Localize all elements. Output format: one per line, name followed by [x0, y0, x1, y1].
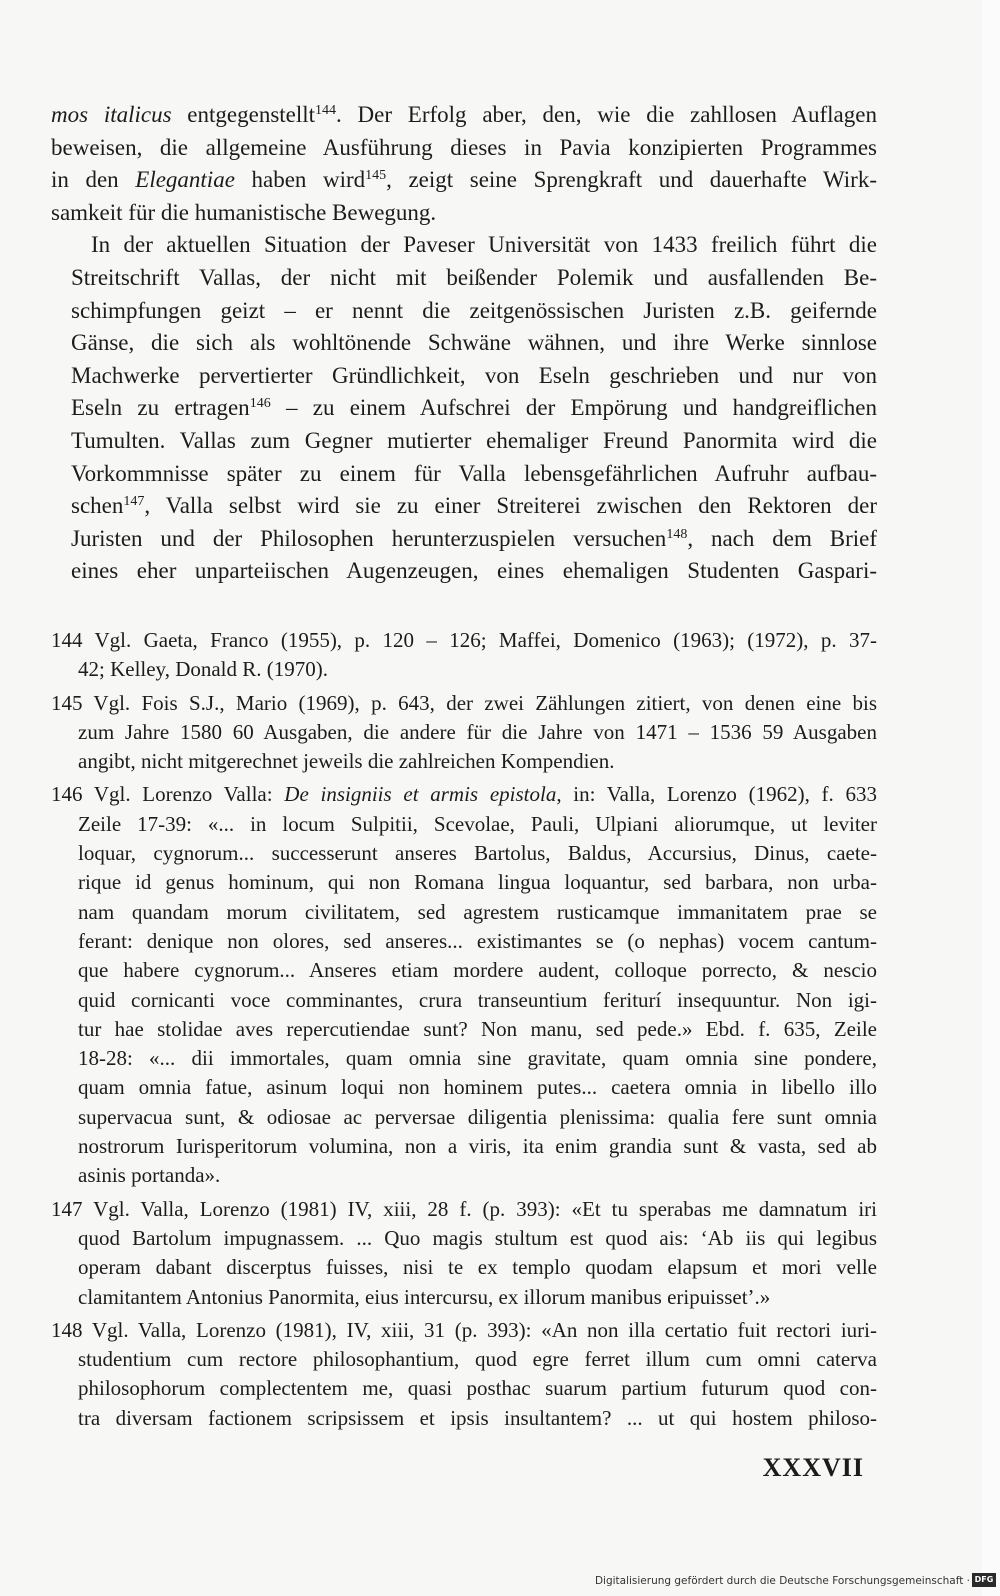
main-text — [51, 99, 877, 588]
footnote-line: loquar, cygnorum... successerunt anseres Bartolus, Baldus, Accursius, Dinus, caete- — [78, 841, 877, 866]
text-line: samkeit für die humanistische Bewegung. — [51, 199, 437, 225]
footnote-line: philosophorum complectentem me, quasi posthac suarum partium futurum quod con- — [78, 1376, 877, 1401]
footnote-line: tur hae stolidae aves repercutiendae sunt? Non manu, sed pede.» Ebd. f. 635, Zeile — [78, 1016, 877, 1041]
footnote-148 — [51, 1316, 877, 1433]
footnote-line: 42; Kelley, Donald R. (1970). — [78, 657, 329, 682]
footnote-line: nostrorum Iurisperitorum volumina, non a viris, ita enim grandia sunt & vasta, sed ab — [78, 1134, 877, 1159]
footnote-line: 148 Vgl. Valla, Lorenzo (1981), IV, xiii, 31 (p. 393): «An non illa certatio fuit rectori iuri- — [51, 1317, 877, 1342]
footnote-line: 144 Vgl. Gaeta, Franco (1955), p. 120 – 126; Maffei, Domenico (1963); (1972), p. 37- — [51, 628, 877, 652]
footnote-line: zum Jahre 1580 60 Ausgaben, die andere für die Jahre von 1471 – 1536 59 Ausgaben — [78, 719, 877, 744]
text-line: beweisen, die allgemeine Ausführung dieses in Pavia konzipierten Programmes — [51, 134, 877, 160]
text-line: Gänse, die sich als wohltönende Schwäne wähnen, und ihre Werke sinnlose — [71, 330, 877, 356]
footnote-line: supervacua sunt, & odiosae ac perversae diligentia plenissima: qualia fere sunt omnia — [78, 1104, 877, 1129]
footnote-line: ferant: denique non olores, sed anseres... existimantes se (o nephas) vocem cantum- — [78, 928, 877, 953]
footnote-145 — [51, 689, 877, 777]
footnote-line: quid cornicanti voce comminantes, crura transeuntium feriturí insequuntur. Non igi- — [78, 987, 877, 1012]
footnote-line: tra diversam factionem scripsissem et ipsis insultantem? ... ut qui hostem philoso- — [78, 1405, 877, 1430]
text-line: In der aktuellen Situation der Paveser Universität von 1433 freilich führt die — [91, 232, 877, 258]
footnotes — [51, 626, 877, 1437]
paragraph-2 — [51, 229, 877, 588]
footnote-line: 147 Vgl. Valla, Lorenzo (1981) IV, xiii, 28 f. (p. 393): «Et tu sperabas me damnatum iri — [51, 1196, 877, 1221]
text-line: Vorkommnisse später zu einem für Valla lebensgefährlichen Aufruhr aufbau- — [71, 460, 877, 486]
text-line: schen$^{147}$, Valla selbst wird sie zu einer Streiterei zwischen den Rektoren der — [71, 493, 877, 519]
footnote-line: asinis portanda». — [78, 1163, 221, 1188]
footnote-line: clamitantem Antonius Panormita, eius intercursu, ex illorum manibus eripuisset’.» — [78, 1284, 771, 1309]
text-line: Eseln zu ertragen$^{146}$ – zu einem Aufschrei der Empörung und handgreiflichen — [71, 395, 877, 421]
footnote-line: Zeile 17-39: «... in locum Sulpitii, Scevolae, Pauli, Ulpiani aliorumque, ut leviter — [78, 811, 877, 836]
footnote-line: 146 Vgl. Lorenzo Valla: De insigniis et armis epistola, in: Valla, Lorenzo (1962), f. 633 — [51, 782, 877, 807]
dfg-logo: DFG — [972, 1573, 996, 1587]
text-line: Juristen und der Philosophen herunterzuspielen versuchen$^{148}$, nach dem Brief — [71, 525, 877, 551]
page-number: XXXVII — [762, 1453, 864, 1482]
footnote-ref-146[interactable]: 146 — [249, 396, 271, 412]
footnote-line: 145 Vgl. Fois S.J., Mario (1969), p. 643, der zwei Zählungen zitiert, von denen eine bis — [51, 690, 877, 715]
text-line: Tumulten. Vallas zum Gegner mutierter ehemaliger Freund Panormita wird die — [71, 427, 877, 453]
footnote-ref-148[interactable]: 148 — [666, 526, 688, 542]
footnote-147 — [51, 1195, 877, 1312]
footnote-144 — [51, 626, 877, 685]
footnote-ref-144[interactable]: 144 — [315, 103, 337, 118]
footnote-146 — [51, 780, 877, 1190]
footnote-line: quod Bartolum impugnassem. ... Quo magis stultum est quod ais: ‘Ab iis qui legibus — [78, 1225, 877, 1250]
text-line: eines eher unparteiischen Augenzeugen, eines ehemaligen Studenten Gaspari- — [71, 558, 877, 584]
footnote-line: nam quandam morum civilitatem, sed agrestem rusticamque immanitatem prae se — [78, 899, 877, 924]
text-line: mos italicus entgegenstellt$^{144}$. Der Erfolg aber, den, wie die zahllosen Auflagen — [51, 102, 877, 127]
paragraph-1 — [51, 99, 877, 229]
text-line: Machwerke pervertierter Gründlichkeit, von Eseln geschrieben und nur von — [71, 362, 877, 388]
footnote-line: 18-28: «... dii immortales, quam omnia sine gravitate, quam omnia sine pondere, — [78, 1046, 877, 1071]
footnote-ref-147[interactable]: 147 — [123, 494, 145, 510]
footnote-line: studentium cum rectore philosophantium, quod egre ferret illum cum omni caterva — [78, 1347, 877, 1372]
footnote-line: que habere cygnorum... Anseres etiam mordere audent, colloque porrecto, & nescio — [78, 958, 877, 983]
footnote-line: operam dabant discerptus fuisses, nisi te ex templo quodam elapsum et mori velle — [78, 1255, 877, 1280]
scan-margin — [982, 0, 1000, 1596]
text-line: schimpfungen geizt – er nennt die zeitgenössischen Juristen z.B. geifernde — [71, 297, 877, 323]
footnote-line: rique id genus hominum, qui non Romana lingua loquantur, sed barbara, non urba- — [78, 870, 877, 895]
footnote-line: angibt, nicht mitgerechnet jeweils die zahlreichen Kompendien. — [78, 749, 615, 774]
footnote-line: quam omnia fatue, asinum loqui non hominem putes... caetera omnia in libello illo — [78, 1075, 877, 1100]
text-line: in den Elegantiae haben wird$^{145}$, zeigt seine Sprengkraft und dauerhafte Wirk- — [51, 167, 878, 193]
digitization-credit: Digitalisierung gefördert durch die Deutsche Forschungsgemeinschaft · — [594, 1575, 970, 1587]
footnote-ref-145[interactable]: 145 — [365, 168, 387, 184]
text-line: Streitschrift Vallas, der nicht mit beißender Polemik und ausfallenden Be- — [71, 264, 877, 290]
